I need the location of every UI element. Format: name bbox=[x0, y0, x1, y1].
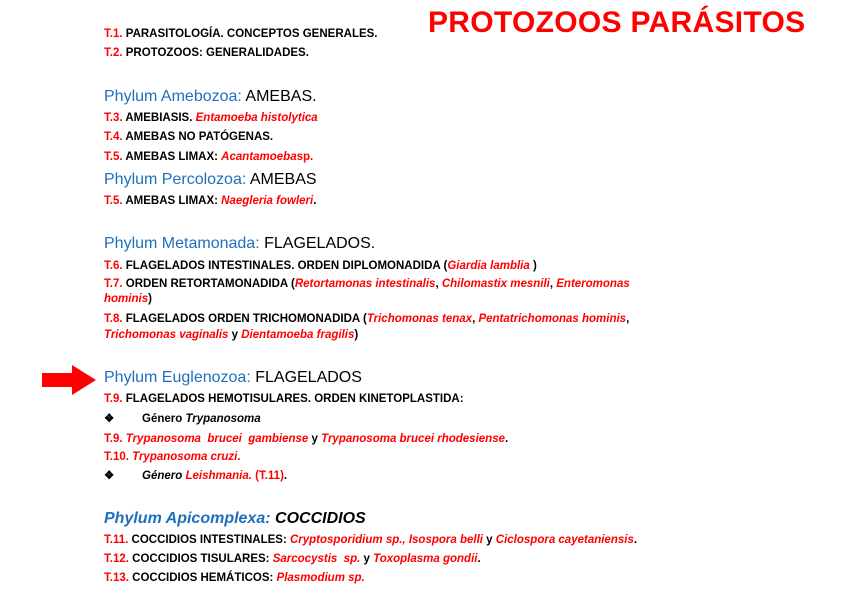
phylum-group: FLAGELADOS bbox=[255, 369, 362, 386]
topic-code: T.5. bbox=[104, 195, 123, 207]
topic-text: COCCIDIOS HEMÁTICOS: bbox=[132, 572, 274, 584]
species-name: Giardia lamblia bbox=[447, 260, 530, 272]
topic-t8 bbox=[104, 312, 629, 326]
phylum-name: Phylum Amebozoa: bbox=[104, 88, 242, 105]
right-arrow-icon bbox=[42, 365, 96, 395]
topic-code: T.7. bbox=[104, 278, 123, 290]
topic-text: AMEBAS LIMAX: bbox=[125, 195, 218, 207]
phylum-name: Phylum Apicomplexa: bbox=[104, 510, 271, 527]
topic-reference: (T.11) bbox=[255, 470, 284, 482]
topic-text: PROTOZOOS: GENERALIDADES. bbox=[125, 47, 309, 59]
punctuation: , bbox=[435, 278, 439, 290]
phylum-metamonada-heading bbox=[104, 235, 375, 253]
genus-label: Género bbox=[142, 470, 183, 482]
topic-t12 bbox=[104, 552, 481, 566]
topic-text: AMEBAS LIMAX: bbox=[125, 151, 218, 163]
topic-t3 bbox=[104, 111, 318, 125]
genus-trypanosoma bbox=[104, 412, 261, 426]
punctuation: , bbox=[472, 313, 476, 325]
species-name: Acantamoeba bbox=[221, 151, 297, 163]
topic-text: FLAGELADOS ORDEN TRICHOMONADIDA ( bbox=[125, 313, 367, 325]
topic-code: T.9. bbox=[104, 433, 123, 445]
topic-code: T.4. bbox=[104, 131, 123, 143]
genus-name: Trypanosoma bbox=[185, 413, 261, 425]
topic-text: ORDEN RETORTAMONADIDA ( bbox=[125, 278, 295, 290]
species-suffix: sp. bbox=[296, 151, 314, 163]
topic-t6 bbox=[104, 259, 537, 273]
topic-code: T.12. bbox=[104, 553, 129, 565]
phylum-euglenozoa-heading bbox=[104, 369, 362, 387]
punctuation: ) bbox=[148, 293, 152, 305]
topic-t10 bbox=[104, 450, 241, 464]
phylum-group: AMEBAS bbox=[249, 171, 317, 188]
topic-t5-naegleria bbox=[104, 194, 316, 208]
conjunction: y bbox=[311, 433, 318, 445]
phylum-group: FLAGELADOS. bbox=[264, 235, 376, 252]
species-name: Trichomonas vaginalis bbox=[104, 329, 229, 341]
topic-text: AMEBAS NO PATÓGENAS. bbox=[125, 131, 274, 143]
topic-text: AMEBIASIS. bbox=[125, 112, 193, 124]
conjunction: y bbox=[486, 534, 493, 546]
genus-leishmania bbox=[104, 469, 287, 483]
topic-t5-acantamoeba bbox=[104, 150, 313, 164]
species-name: Retortamonas intestinalis bbox=[294, 278, 436, 290]
topic-t7-continued bbox=[104, 292, 152, 306]
topic-code: T.6. bbox=[104, 260, 123, 272]
species-name: Trypanosoma brucei rhodesiense bbox=[321, 433, 505, 445]
topic-code: T.13. bbox=[104, 572, 129, 584]
diamond-bullet-icon: ❖ bbox=[104, 470, 115, 482]
topic-code: T.5. bbox=[104, 151, 123, 163]
species-name: Enteromonas bbox=[556, 278, 630, 290]
phylum-amebozoa-heading bbox=[104, 88, 317, 106]
phylum-name: Phylum Percolozoa: bbox=[104, 171, 247, 188]
topic-text: FLAGELADOS HEMOTISULARES. ORDEN KINETOPLASTIDA: bbox=[125, 393, 464, 405]
species-name: Ciclospora cayetaniensis bbox=[495, 534, 634, 546]
punctuation: ) bbox=[532, 260, 537, 272]
phylum-group: AMEBAS. bbox=[245, 88, 317, 105]
genus-label: Género bbox=[142, 413, 183, 425]
genus-name: Leishmania. bbox=[185, 470, 252, 482]
topic-text: FLAGELADOS INTESTINALES. ORDEN DIPLOMONADIDA ( bbox=[125, 260, 448, 272]
species-name: Naegleria fowleri bbox=[221, 195, 314, 207]
topic-code: T.11. bbox=[104, 534, 129, 546]
conjunction: y bbox=[363, 553, 370, 565]
punctuation: . bbox=[237, 451, 241, 463]
punctuation: . bbox=[313, 195, 317, 207]
topic-text: COCCIDIOS TISULARES: bbox=[132, 553, 270, 565]
species-name: Dientamoeba fragilis bbox=[241, 329, 355, 341]
phylum-name: Phylum Metamonada: bbox=[104, 235, 260, 252]
species-name: Trichomonas tenax bbox=[366, 313, 473, 325]
diamond-bullet-icon: ❖ bbox=[104, 413, 115, 425]
topic-text: PARASITOLOGÍA. CONCEPTOS GENERALES. bbox=[125, 28, 378, 40]
conjunction: y bbox=[231, 329, 239, 341]
topic-code: T.10. bbox=[104, 451, 129, 463]
species-name: Cryptosporidium sp., Isospora belli bbox=[289, 534, 483, 546]
punctuation: , bbox=[549, 278, 554, 290]
punctuation: . bbox=[505, 433, 509, 445]
phylum-group: COCCIDIOS bbox=[275, 510, 366, 527]
topic-t9 bbox=[104, 392, 464, 406]
topic-t7 bbox=[104, 277, 630, 291]
topic-code: T.9. bbox=[104, 393, 123, 405]
punctuation: . bbox=[283, 470, 288, 482]
topic-t11 bbox=[104, 533, 637, 547]
species-name: Trypanosoma cruzi bbox=[132, 451, 238, 463]
topic-code: T.2. bbox=[104, 47, 123, 59]
species-name: Pentatrichomonas hominis bbox=[478, 313, 627, 325]
species-name: Sarcocystis sp. bbox=[272, 553, 361, 565]
intro-line-1 bbox=[104, 27, 378, 41]
punctuation: ) bbox=[354, 329, 359, 341]
phylum-name: Phylum Euglenozoa: bbox=[104, 369, 251, 386]
intro-line-2 bbox=[104, 46, 309, 60]
species-name: Trypanosoma brucei gambiense bbox=[125, 433, 309, 445]
page-title: PROTOZOOS PARÁSITOS bbox=[428, 6, 806, 39]
species-name: Entamoeba histolytica bbox=[195, 112, 318, 124]
topic-code: T.3. bbox=[104, 112, 123, 124]
topic-text: COCCIDIOS INTESTINALES: bbox=[131, 534, 287, 546]
punctuation: . bbox=[477, 553, 481, 565]
topic-t9-brucei bbox=[104, 432, 508, 446]
punctuation: , bbox=[626, 313, 630, 325]
phylum-percolozoa-heading bbox=[104, 171, 317, 189]
topic-code: T.1. bbox=[104, 28, 123, 40]
punctuation: . bbox=[633, 534, 638, 546]
species-name: Toxoplasma gondii bbox=[373, 553, 478, 565]
species-name: hominis bbox=[104, 293, 149, 305]
species-name: Chilomastix mesnili bbox=[441, 278, 550, 290]
topic-code: T.8. bbox=[104, 313, 123, 325]
species-name: Plasmodium sp. bbox=[276, 572, 365, 584]
topic-t13 bbox=[104, 571, 365, 585]
topic-t4 bbox=[104, 130, 273, 144]
topic-t8-continued bbox=[104, 328, 358, 342]
phylum-apicomplexa-heading bbox=[104, 510, 366, 528]
